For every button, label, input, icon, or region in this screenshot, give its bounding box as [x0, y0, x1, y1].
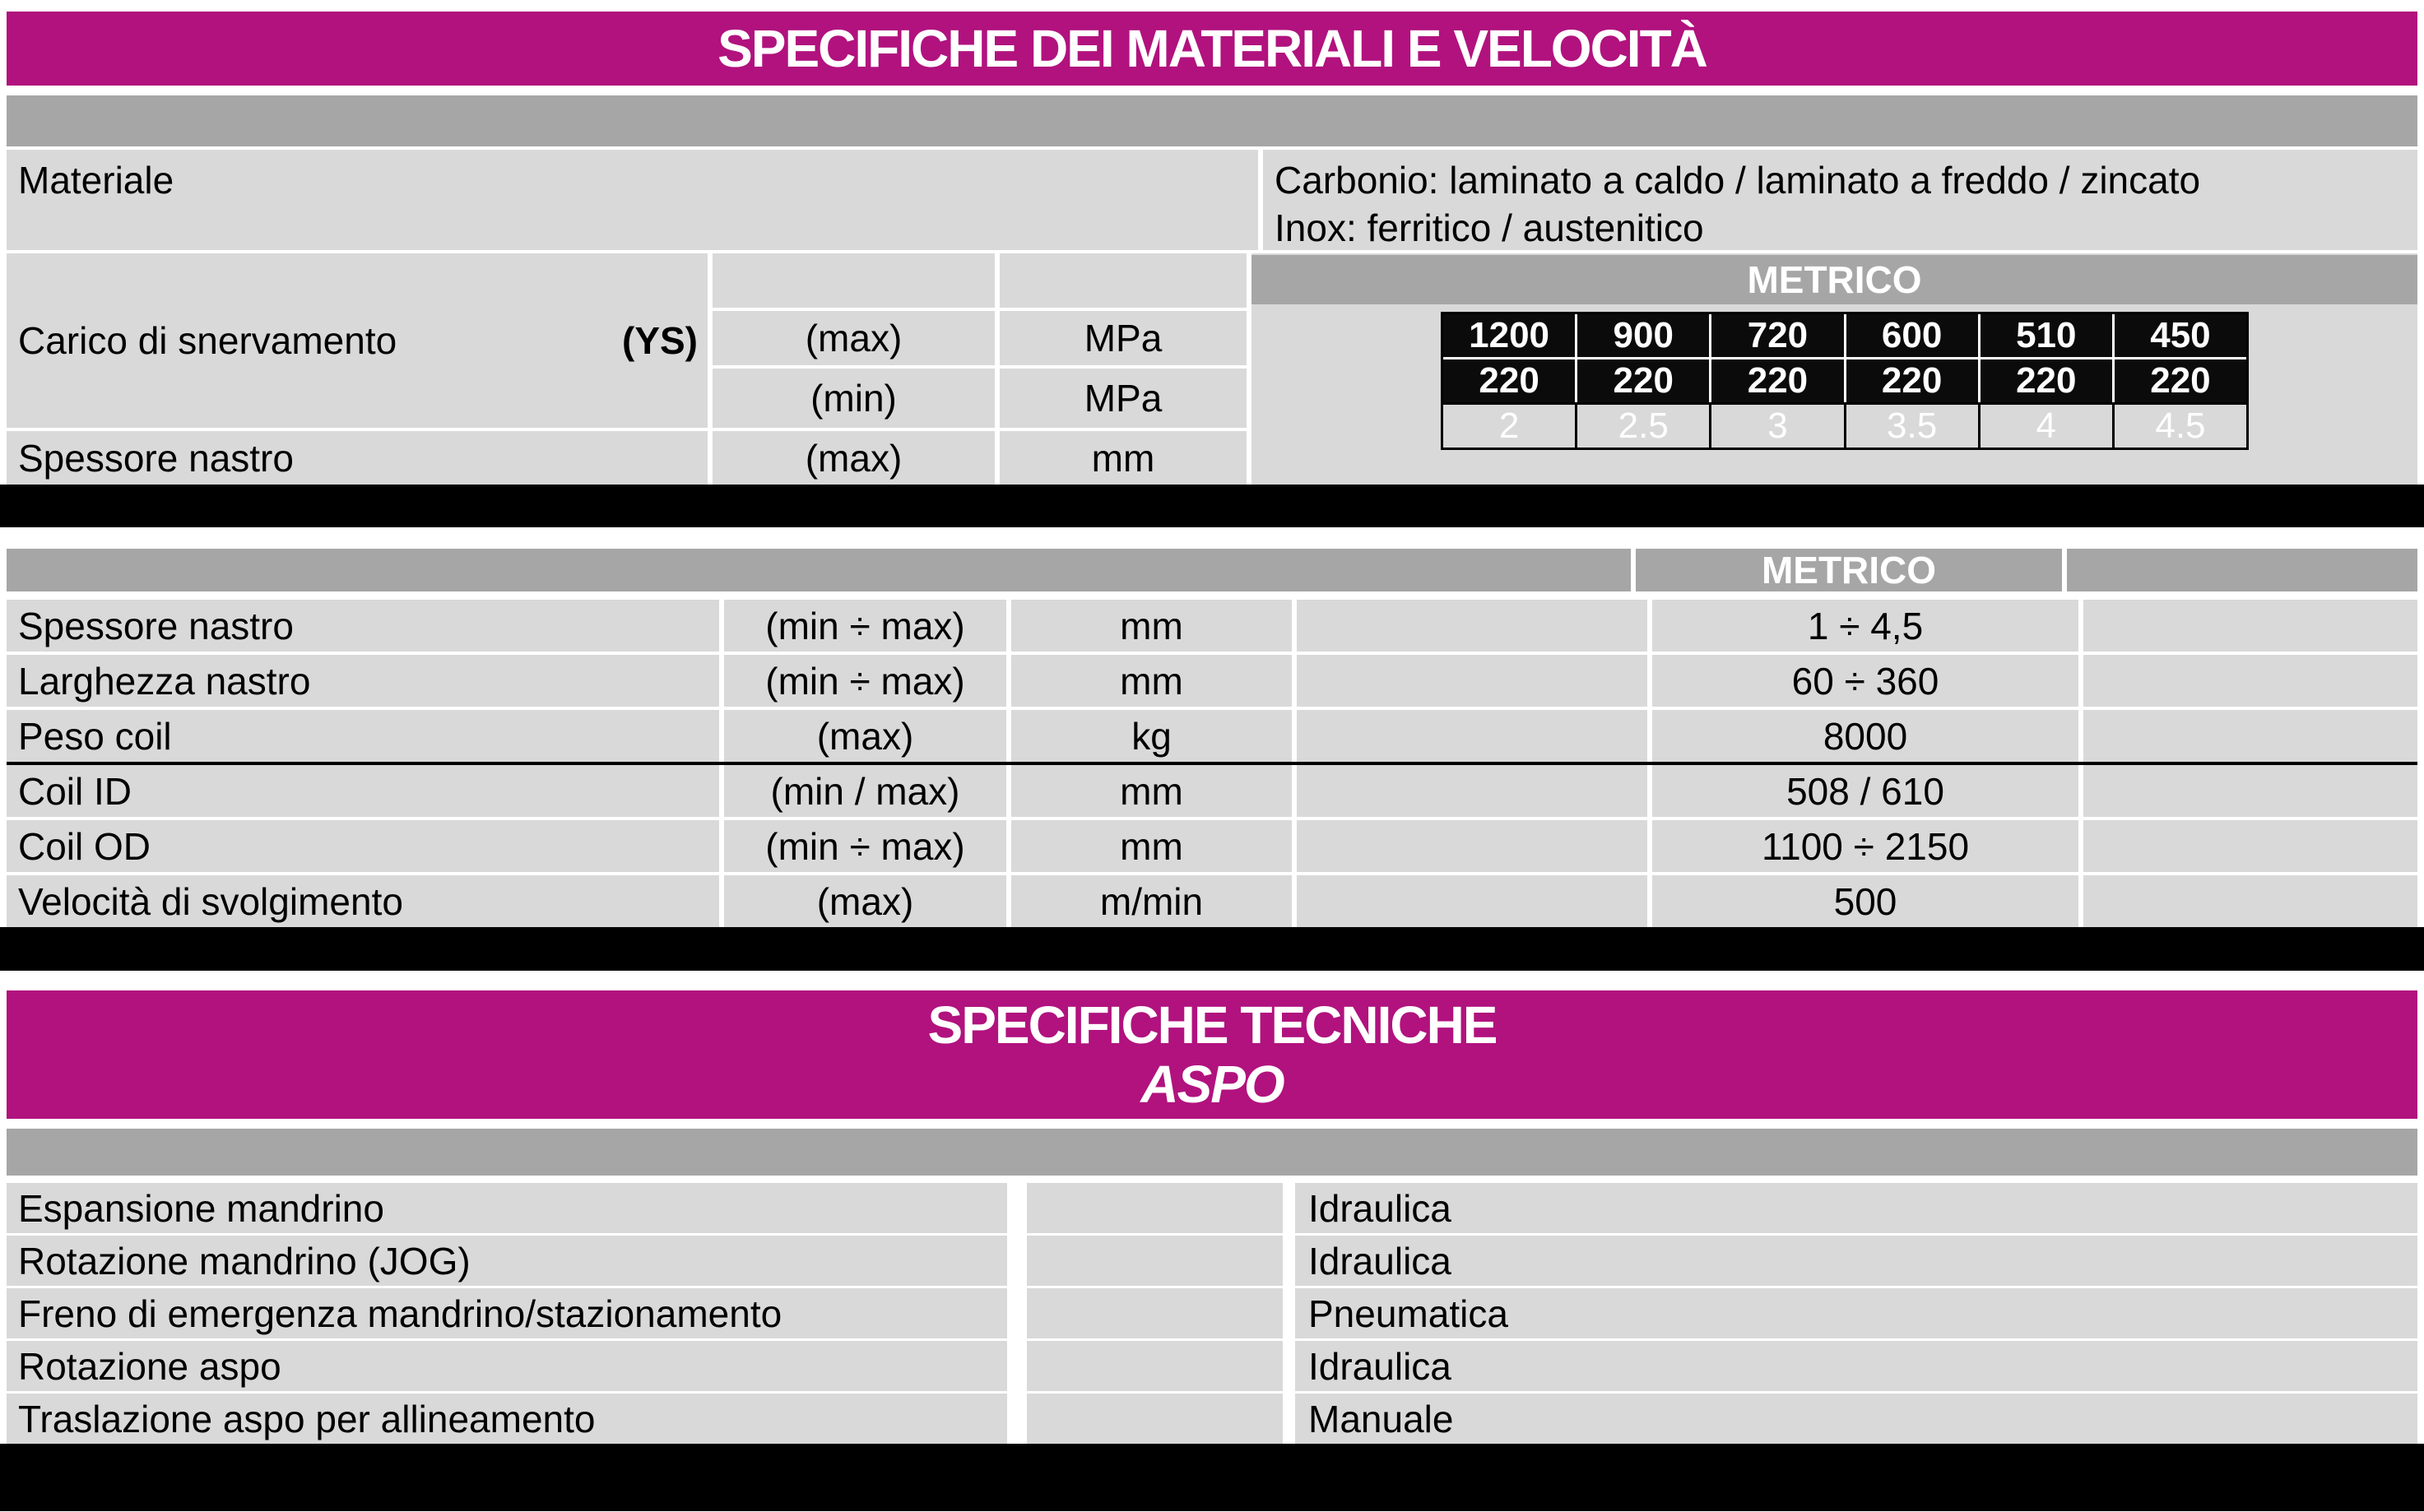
label-column [7, 253, 708, 485]
yield-label: Carico di snervamento [18, 319, 397, 362]
row-empty-right [2083, 600, 2417, 652]
row-empty [1297, 710, 1647, 762]
grid-cell: 220 [1846, 359, 1978, 402]
yield-symbol: (YS) [622, 319, 698, 362]
coil-header-band [7, 549, 2417, 591]
unit-mpa2-cell: MPa [1000, 369, 1247, 428]
row-value: 500 [1652, 875, 2078, 927]
row-empty [1297, 765, 1647, 817]
row-label: Espansione mandrino [7, 1183, 1007, 1233]
grid-row-ys-max [1443, 314, 2246, 357]
metric-values-area [1251, 253, 2417, 485]
row-value: Idraulica [1295, 1341, 2417, 1391]
unit-mm-cell: mm [1000, 431, 1247, 485]
row-value: 508 / 610 [1652, 765, 2078, 817]
row-label: Traslazione aspo per allineamento [7, 1394, 1007, 1444]
material-row [7, 150, 2417, 250]
row-unit: mm [1011, 600, 1292, 652]
row-label: Velocità di svolgimento [7, 875, 719, 927]
grid-cell: 510 [1981, 314, 2112, 357]
row-empty [1027, 1236, 1283, 1286]
table-row [7, 1183, 2417, 1233]
materials-title-bar [7, 12, 2417, 86]
row-unit: m/min [1011, 875, 1292, 927]
table-row [7, 762, 2417, 817]
row-empty [1297, 655, 1647, 707]
row-qualifier: (min ÷ max) [724, 655, 1006, 707]
yield-label-cell [7, 253, 708, 428]
row-value: 8000 [1652, 710, 2078, 762]
grid-row-ys-min [1443, 359, 2246, 402]
grid-cell: 220 [2115, 359, 2246, 402]
unit-mpa-cell: MPa [1000, 311, 1247, 365]
materials-section [0, 0, 2424, 485]
technical-section [0, 971, 2424, 1444]
row-empty [1027, 1394, 1283, 1444]
grid-cell: 4 [1981, 405, 2112, 448]
technical-title-bar [7, 990, 2417, 1119]
grid-cell: 4.5 [2115, 405, 2246, 448]
row-label: Rotazione mandrino (JOG) [7, 1236, 1007, 1286]
row-qualifier: (min ÷ max) [724, 820, 1006, 872]
materials-title: SPECIFICHE DEI MATERIALI E VELOCITÀ [717, 19, 1707, 78]
separator-band [0, 927, 2424, 971]
row-label: Peso coil [7, 710, 719, 762]
metric-header: METRICO [1251, 255, 2417, 304]
row-empty-right [2083, 710, 2417, 762]
materials-gray-band [7, 95, 2417, 146]
qualifier-empty-cell [713, 253, 995, 308]
row-value: 60 ÷ 360 [1652, 655, 2078, 707]
grid-cell: 1200 [1443, 314, 1575, 357]
grid-cell: 720 [1711, 314, 1843, 357]
technical-gray-band [7, 1129, 2417, 1176]
table-row [7, 710, 2417, 762]
row-label: Coil ID [7, 765, 719, 817]
yield-thickness-block [7, 253, 2417, 485]
row-empty [1027, 1341, 1283, 1391]
grid-cell: 900 [1577, 314, 1709, 357]
table-row [7, 875, 2417, 927]
table-row [7, 655, 2417, 707]
grid-cell: 600 [1846, 314, 1978, 357]
grid-cell: 220 [1577, 359, 1709, 402]
row-empty-right [2083, 820, 2417, 872]
table-row [7, 1341, 2417, 1391]
table-row [7, 600, 2417, 652]
row-unit: kg [1011, 710, 1292, 762]
coil-header-empty-right [2067, 549, 2417, 591]
row-label: Spessore nastro [7, 600, 719, 652]
grid-row-thickness-wrap [1443, 402, 2246, 448]
row-label: Coil OD [7, 820, 719, 872]
row-value: 1 ÷ 4,5 [1652, 600, 2078, 652]
qualifier-column [713, 253, 995, 485]
table-row [7, 1288, 2417, 1338]
row-unit: mm [1011, 655, 1292, 707]
row-unit: mm [1011, 765, 1292, 817]
row-empty [1027, 1288, 1283, 1338]
grid-cell: 220 [1981, 359, 2112, 402]
coil-metric-header: METRICO [1636, 549, 2062, 591]
separator-band [0, 485, 2424, 527]
grid-cell: 220 [1711, 359, 1843, 402]
row-label: Freno di emergenza mandrino/stazionamento [7, 1288, 1007, 1338]
row-empty-right [2083, 765, 2417, 817]
thickness-label-cell: Spessore nastro [7, 431, 708, 485]
row-qualifier: (min ÷ max) [724, 600, 1006, 652]
table-row [7, 1236, 2417, 1286]
grid-cell: 450 [2115, 314, 2246, 357]
row-empty [1297, 600, 1647, 652]
material-label: Materiale [7, 150, 1258, 250]
row-empty [1027, 1183, 1283, 1233]
row-empty [1297, 820, 1647, 872]
yield-thickness-grid [1441, 312, 2249, 450]
qualifier-max2-cell: (max) [713, 431, 995, 485]
material-value [1263, 150, 2417, 250]
row-value: Idraulica [1295, 1183, 2417, 1233]
unit-column [1000, 253, 1247, 485]
table-row [7, 820, 2417, 872]
row-value: Manuale [1295, 1394, 2417, 1444]
technical-subtitle: ASPO [1140, 1055, 1284, 1114]
table-row [7, 1394, 2417, 1444]
grid-cell: 2.5 [1577, 405, 1709, 448]
grid-cell: 2 [1443, 405, 1575, 448]
row-qualifier: (max) [724, 710, 1006, 762]
row-unit: mm [1011, 820, 1292, 872]
unit-empty-cell [1000, 253, 1247, 308]
row-label: Rotazione aspo [7, 1341, 1007, 1391]
row-value: Pneumatica [1295, 1288, 2417, 1338]
row-empty-right [2083, 875, 2417, 927]
row-qualifier: (max) [724, 875, 1006, 927]
coil-section [0, 527, 2424, 927]
grid-row-thickness [1443, 405, 2246, 448]
row-value: 1100 ÷ 2150 [1652, 820, 2078, 872]
material-value-line2: Inox: ferritico / austenitico [1275, 206, 1704, 249]
row-value: Idraulica [1295, 1236, 2417, 1286]
coil-header-empty [7, 549, 1631, 591]
grid-cell: 3.5 [1846, 405, 1978, 448]
row-empty [1297, 875, 1647, 927]
row-empty-right [2083, 655, 2417, 707]
qualifier-min-cell: (min) [713, 369, 995, 428]
row-label: Larghezza nastro [7, 655, 719, 707]
qualifier-max-cell: (max) [713, 311, 995, 365]
row-qualifier: (min / max) [724, 765, 1006, 817]
material-value-line1: Carbonio: laminato a caldo / laminato a freddo / zincato [1275, 159, 2201, 202]
bottom-band [0, 1444, 2424, 1511]
grid-cell: 220 [1443, 359, 1575, 402]
grid-cell: 3 [1711, 405, 1843, 448]
technical-title: SPECIFICHE TECNICHE [927, 995, 1497, 1055]
